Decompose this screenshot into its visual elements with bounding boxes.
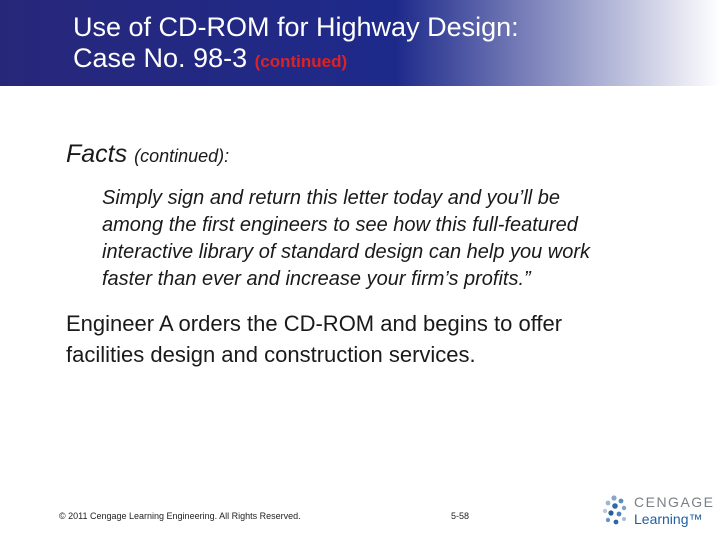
quote-line: among the first engineers to see how this full-featured xyxy=(102,214,578,236)
title-line-2 xyxy=(73,43,519,77)
cengage-logo xyxy=(600,494,715,530)
quote-line: faster than ever and increase your firm’s profits.” xyxy=(102,268,531,290)
body-paragraph xyxy=(66,308,666,370)
facts-heading xyxy=(66,140,229,169)
quote-line: interactive library of standard design can help you work xyxy=(102,241,591,263)
slide-title xyxy=(73,12,519,77)
footer-page-number: 5-58 xyxy=(451,511,470,521)
logo-learning: Learning™ xyxy=(634,511,703,527)
quote-block xyxy=(102,185,662,293)
paragraph-line: facilities design and construction services. xyxy=(66,342,476,367)
logo-wordmark xyxy=(634,494,715,528)
facts-label: Facts xyxy=(66,140,135,168)
quote-line: Simply sign and return this letter today and you’ll be xyxy=(102,187,561,209)
logo-brand: CENGAGE xyxy=(634,494,715,510)
footer-copyright: © 2011 Cengage Learning Engineering. All Rights Reserved. xyxy=(59,511,301,521)
title-continued: (continued) xyxy=(254,52,348,71)
title-line-1: Use of CD-ROM for Highway Design: xyxy=(73,12,519,42)
cengage-dots-icon xyxy=(600,494,632,528)
title-case-number: Case No. 98-3 xyxy=(73,43,255,73)
facts-suffix: (continued): xyxy=(134,146,230,166)
paragraph-line: Engineer A orders the CD-ROM and begins to offer xyxy=(66,311,563,336)
